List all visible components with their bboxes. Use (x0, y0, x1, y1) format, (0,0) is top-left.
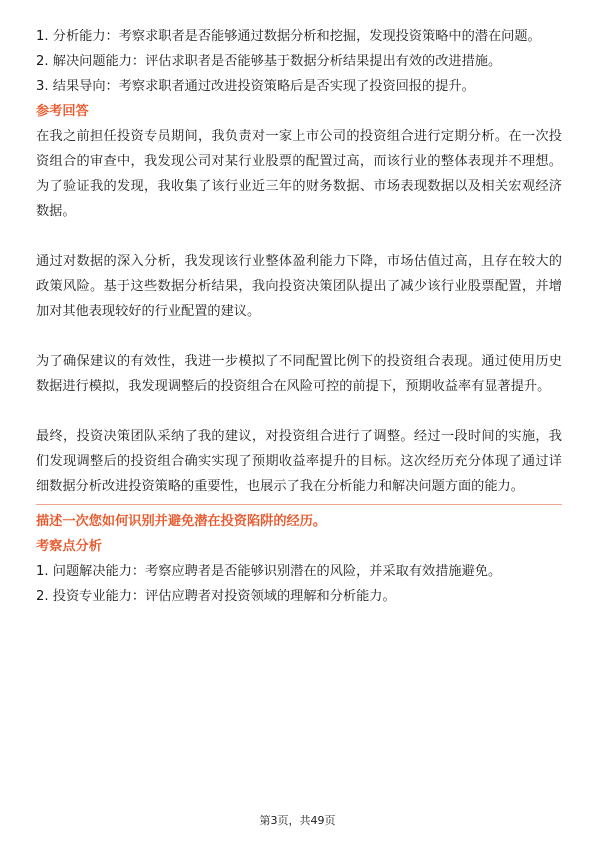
evaluation-list (36, 24, 562, 99)
list-item: 3. 结果导向：考察求职者通过改进投资策略后是否实现了投资回报的提升。 (36, 79, 475, 94)
answer-heading: 参考回答 (36, 104, 89, 119)
answer-paragraph: 最终，投资决策团队采纳了我的建议，对投资组合进行了调整。经过一段时间的实施，我们发现调整后的投资组合确实实现了预期收益率提升的目标。这次经历充分体现了通过详细数据分析改进投资策略的重要性，也展示了我在分析能力和解决问题方面的能力。 (36, 429, 562, 494)
page-content (36, 24, 562, 609)
list-item: 1. 分析能力：考察求职者是否能够通过数据分析和挖掘，发现投资策略中的潜在问题。 (36, 29, 541, 44)
answer-paragraph: 在我之前担任投资专员期间，我负责对一家上市公司的投资组合进行定期分析。在一次投资组合的审查中，我发现公司对某行业股票的配置过高，而该行业的整体表现并不理想。为了验证我的发现，我收集了该行业近三年的财务数据、市场表现数据以及相关宏观经济数据。 (36, 129, 562, 219)
analysis-list (36, 559, 562, 609)
paragraph-gap (36, 224, 562, 249)
paragraph-gap (36, 399, 562, 424)
question-heading: 描述一次您如何识别并避免潜在投资陷阱的经历。 (36, 514, 327, 529)
answer-paragraph: 通过对数据的深入分析，我发现该行业整体盈利能力下降，市场估值过高，且存在较大的政策风险。基于这些数据分析结果，我向投资决策团队提出了减少该行业股票配置，并增加对其他表现较好的行业配置的建议。 (36, 254, 562, 319)
page-footer: 第3页，共49页 (259, 814, 336, 827)
list-item: 2. 投资专业能力：评估应聘者对投资领域的理解和分析能力。 (36, 589, 396, 604)
answer-paragraph: 为了确保建议的有效性，我进一步模拟了不同配置比例下的投资组合表现。通过使用历史数据进行模拟，我发现调整后的投资组合在风险可控的前提下，预期收益率有显著提升。 (36, 354, 562, 394)
list-item: 1. 问题解决能力：考察应聘者是否能够识别潜在的风险，并采取有效措施避免。 (36, 564, 502, 579)
list-item: 2. 解决问题能力：评估求职者是否能够基于数据分析结果提出有效的改进措施。 (36, 54, 502, 69)
section-divider (36, 504, 562, 505)
paragraph-gap (36, 324, 562, 349)
analysis-heading: 考察点分析 (36, 539, 102, 554)
